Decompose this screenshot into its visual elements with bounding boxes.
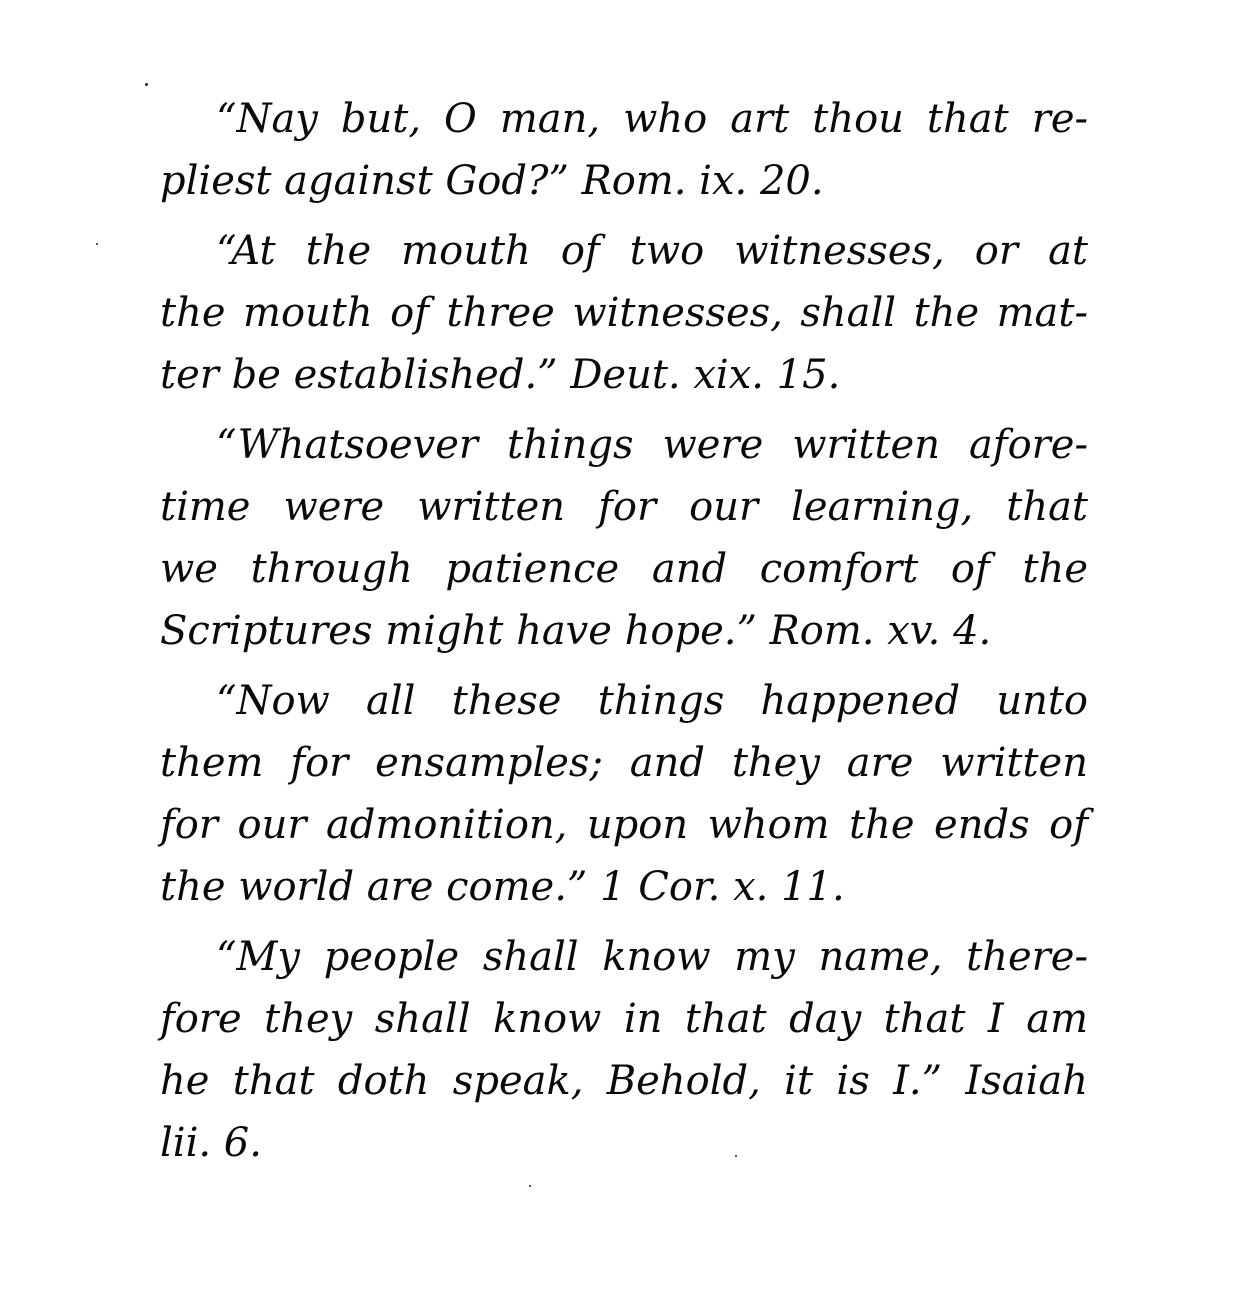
passage-romans-9-20 <box>160 88 1088 212</box>
passage-line: pliest against God?” Rom. ix. 20. <box>160 158 824 204</box>
passage-deuteronomy-19-15 <box>160 220 1088 406</box>
passage-1-corinthians-10-11 <box>160 670 1088 918</box>
scripture-quotations <box>160 88 1088 1174</box>
passage-line: for our admonition, upon whom the ends of <box>160 802 1088 848</box>
passage-line: Scriptures might have hope.” Rom. xv. 4. <box>160 608 992 654</box>
passage-romans-15-4 <box>160 414 1088 662</box>
passage-line: time were written for our learning, that <box>160 484 1088 530</box>
passage-line: ter be established.” Deut. xix. 15. <box>160 352 841 398</box>
passage-line: fore they shall know in that day that I am <box>160 996 1088 1042</box>
passage-line: we through patience and comfort of the <box>160 546 1088 592</box>
page-speck <box>96 243 98 245</box>
passage-line: “Nay but, O man, who art thou that re- <box>216 96 1088 142</box>
passage-isaiah-52-6 <box>160 926 1088 1174</box>
passage-line: “My people shall know my name, there- <box>216 934 1088 980</box>
passage-line: he that doth speak, Behold, it is I.” Isaiah <box>160 1058 1088 1104</box>
page-speck <box>145 83 148 86</box>
passage-line: them for ensamples; and they are written <box>160 740 1088 786</box>
passage-line: “At the mouth of two witnesses, or at <box>216 228 1088 274</box>
passage-line: “Now all these things happened unto <box>216 678 1088 724</box>
passage-line: the world are come.” 1 Cor. x. 11. <box>160 864 845 910</box>
page-speck <box>529 1185 531 1187</box>
passage-line: lii. 6. <box>160 1120 262 1166</box>
passage-line: the mouth of three witnesses, shall the mat- <box>160 290 1088 336</box>
passage-line: “Whatsoever things were written afore- <box>216 422 1088 468</box>
